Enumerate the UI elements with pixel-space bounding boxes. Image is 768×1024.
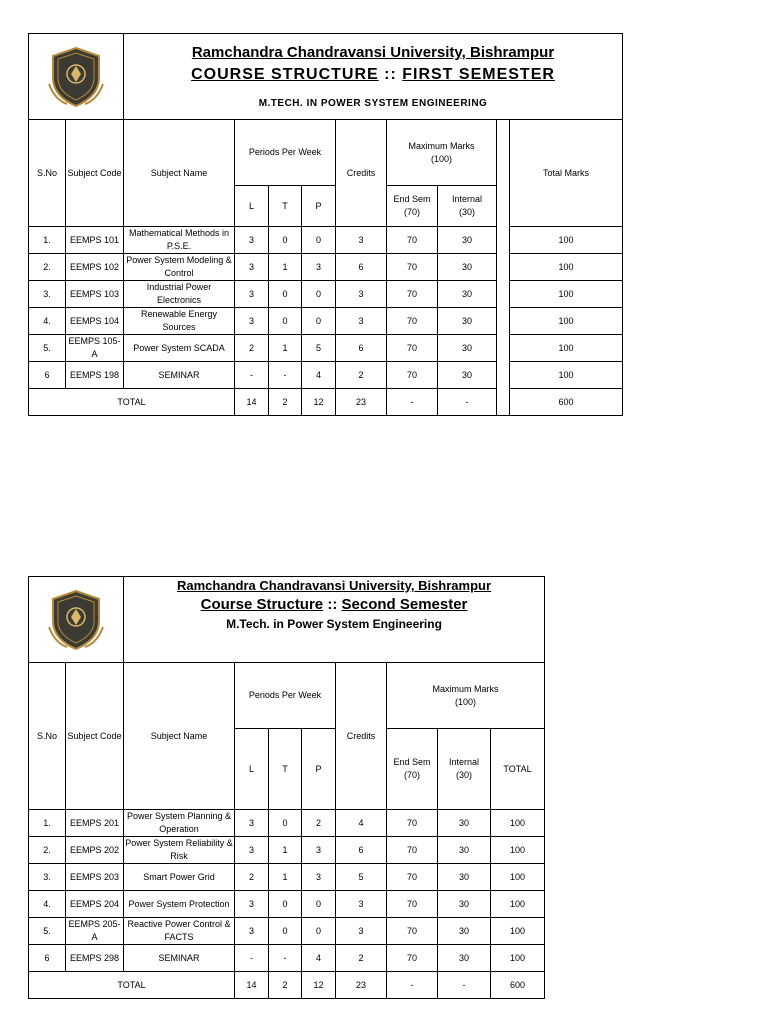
header-sno: S.No	[29, 663, 66, 810]
table-row	[29, 891, 545, 918]
cell-end-sem: 70	[387, 335, 438, 362]
cell-total: 100	[491, 864, 545, 891]
max-marks-label: Maximum Marks	[408, 140, 475, 151]
max-marks-value: (100)	[430, 153, 452, 164]
cell-name: Industrial Power Electronics	[124, 281, 235, 308]
header-credits: Credits	[336, 120, 387, 227]
cell-name: Power System Modeling & Control	[124, 254, 235, 281]
total-marks: 600	[510, 389, 623, 416]
cell-p: 3	[302, 254, 336, 281]
university-logo	[29, 577, 124, 663]
cell-end-sem: 70	[387, 918, 438, 945]
header-max-marks	[387, 663, 545, 729]
cell-credits: 6	[336, 254, 387, 281]
cell-name: Mathematical Methods in P.S.E.	[124, 227, 235, 254]
table-row	[29, 227, 623, 254]
cell-code: EEMPS 203	[66, 864, 124, 891]
cell-sno: 2.	[29, 254, 66, 281]
cell-end-sem: 70	[387, 362, 438, 389]
cell-sno: 5.	[29, 335, 66, 362]
title-right: FIRST SEMESTER	[402, 66, 555, 83]
program-name: M.Tech. in Power System Engineering	[226, 617, 442, 631]
cell-name: Power System SCADA	[124, 335, 235, 362]
table-row	[29, 945, 545, 972]
header-end-sem	[387, 729, 438, 810]
cell-internal: 30	[438, 810, 491, 837]
cell-end-sem: 70	[387, 810, 438, 837]
title-right: Second Semester	[341, 596, 468, 613]
table-row	[29, 362, 623, 389]
cell-sno: 4.	[29, 308, 66, 335]
university-logo	[29, 34, 124, 120]
cell-credits: 2	[336, 362, 387, 389]
cell-p: 2	[302, 810, 336, 837]
cell-end-sem: 70	[387, 281, 438, 308]
header-name: Subject Name	[124, 663, 235, 810]
cell-code: EEMPS 103	[66, 281, 124, 308]
cell-sno: 3.	[29, 864, 66, 891]
cell-t: 1	[269, 837, 302, 864]
total-internal: -	[438, 972, 491, 999]
course-structure-title	[124, 594, 544, 616]
university-crest-icon	[45, 587, 107, 653]
cell-t: 0	[269, 918, 302, 945]
university-crest-icon	[45, 44, 107, 110]
cell-name: Smart Power Grid	[124, 864, 235, 891]
cell-p: 0	[302, 918, 336, 945]
title-left: COURSE STRUCTURE	[191, 66, 379, 83]
cell-name: Power System Protection	[124, 891, 235, 918]
total-label: TOTAL	[29, 389, 235, 416]
header-total: Total Marks	[510, 120, 623, 227]
cell-internal: 30	[438, 945, 491, 972]
cell-credits: 6	[336, 335, 387, 362]
cell-t: 0	[269, 308, 302, 335]
cell-code: EEMPS 102	[66, 254, 124, 281]
total-p: 12	[302, 389, 336, 416]
total-l: 14	[235, 389, 269, 416]
cell-t: 0	[269, 891, 302, 918]
table-row	[29, 308, 623, 335]
cell-total: 100	[510, 281, 623, 308]
table-row	[29, 918, 545, 945]
cell-internal: 30	[438, 281, 497, 308]
max-marks-label: Maximum Marks	[432, 683, 499, 694]
header-periods: Periods Per Week	[235, 120, 336, 186]
table-row	[29, 335, 623, 362]
cell-internal: 30	[438, 227, 497, 254]
table-row	[29, 810, 545, 837]
header-internal	[438, 729, 491, 810]
cell-total: 100	[510, 254, 623, 281]
cell-internal: 30	[438, 891, 491, 918]
header-name: Subject Name	[124, 120, 235, 227]
total-t: 2	[269, 972, 302, 999]
cell-credits: 3	[336, 308, 387, 335]
header-block	[124, 34, 623, 120]
total-marks: 600	[491, 972, 545, 999]
header-l: L	[235, 729, 269, 810]
cell-credits: 3	[336, 227, 387, 254]
cell-end-sem: 70	[387, 308, 438, 335]
cell-name: Renewable Energy Sources	[124, 308, 235, 335]
cell-t: 1	[269, 335, 302, 362]
header-max-marks	[387, 120, 497, 186]
cell-total: 100	[491, 810, 545, 837]
total-end-sem: -	[387, 389, 438, 416]
cell-p: 0	[302, 308, 336, 335]
cell-l: 3	[235, 227, 269, 254]
cell-credits: 5	[336, 864, 387, 891]
end-sem-label: End Sem	[393, 194, 431, 204]
internal-label: Internal	[448, 757, 480, 767]
cell-p: 4	[302, 945, 336, 972]
cell-total: 100	[491, 918, 545, 945]
header-t: T	[269, 729, 302, 810]
cell-end-sem: 70	[387, 837, 438, 864]
total-p: 12	[302, 972, 336, 999]
cell-l: 3	[235, 281, 269, 308]
cell-credits: 3	[336, 281, 387, 308]
header-p: P	[302, 186, 336, 227]
cell-code: EEMPS 205-A	[66, 918, 124, 945]
cell-l: -	[235, 945, 269, 972]
end-sem-label: End Sem	[393, 757, 431, 767]
cell-sno: 6	[29, 362, 66, 389]
total-row	[29, 389, 623, 416]
internal-value: (30)	[458, 207, 475, 217]
cell-internal: 30	[438, 362, 497, 389]
cell-name: Power System Planning & Operation	[124, 810, 235, 837]
cell-l: 3	[235, 918, 269, 945]
spacer-column	[497, 120, 510, 416]
title-left: Course Structure	[200, 596, 324, 613]
cell-end-sem: 70	[387, 227, 438, 254]
cell-p: 0	[302, 281, 336, 308]
cell-l: 2	[235, 864, 269, 891]
cell-end-sem: 70	[387, 945, 438, 972]
cell-sno: 2.	[29, 837, 66, 864]
cell-internal: 30	[438, 254, 497, 281]
cell-t: -	[269, 945, 302, 972]
total-end-sem: -	[387, 972, 438, 999]
cell-sno: 6	[29, 945, 66, 972]
cell-total: 100	[510, 308, 623, 335]
header-p: P	[302, 729, 336, 810]
cell-l: 3	[235, 891, 269, 918]
cell-l: 2	[235, 335, 269, 362]
cell-code: EEMPS 201	[66, 810, 124, 837]
end-sem-value: (70)	[403, 207, 420, 217]
table-row	[29, 254, 623, 281]
cell-t: 1	[269, 864, 302, 891]
max-marks-value: (100)	[455, 696, 477, 707]
cell-l: 3	[235, 254, 269, 281]
header-sno: S.No	[29, 120, 66, 227]
cell-code: EEMPS 204	[66, 891, 124, 918]
cell-total: 100	[491, 891, 545, 918]
cell-p: 0	[302, 891, 336, 918]
cell-l: 3	[235, 308, 269, 335]
cell-credits: 3	[336, 891, 387, 918]
cell-p: 5	[302, 335, 336, 362]
header-total: TOTAL	[491, 729, 545, 810]
cell-p: 3	[302, 837, 336, 864]
header-internal	[438, 186, 497, 227]
internal-label: Internal	[451, 194, 483, 204]
cell-total: 100	[491, 945, 545, 972]
header-block	[124, 577, 545, 663]
cell-name: Reactive Power Control & FACTS	[124, 918, 235, 945]
header-periods: Periods Per Week	[235, 663, 336, 729]
cell-code: EEMPS 202	[66, 837, 124, 864]
cell-name: SEMINAR	[124, 945, 235, 972]
cell-sno: 1.	[29, 227, 66, 254]
cell-end-sem: 70	[387, 254, 438, 281]
cell-name: SEMINAR	[124, 362, 235, 389]
cell-internal: 30	[438, 837, 491, 864]
cell-t: 0	[269, 281, 302, 308]
cell-l: -	[235, 362, 269, 389]
cell-sno: 3.	[29, 281, 66, 308]
cell-sno: 5.	[29, 918, 66, 945]
program-name: M.TECH. IN POWER SYSTEM ENGINEERING	[258, 98, 488, 109]
table-row	[29, 864, 545, 891]
cell-total: 100	[510, 335, 623, 362]
table-row	[29, 281, 623, 308]
header-end-sem	[387, 186, 438, 227]
cell-p: 0	[302, 227, 336, 254]
cell-end-sem: 70	[387, 864, 438, 891]
cell-p: 4	[302, 362, 336, 389]
cell-end-sem: 70	[387, 891, 438, 918]
header-code: Subject Code	[66, 663, 124, 810]
cell-t: 0	[269, 810, 302, 837]
cell-credits: 3	[336, 918, 387, 945]
total-l: 14	[235, 972, 269, 999]
cell-p: 3	[302, 864, 336, 891]
course-structure-title	[124, 63, 622, 87]
second-semester-table	[28, 576, 545, 999]
cell-t: 1	[269, 254, 302, 281]
cell-code: EEMPS 104	[66, 308, 124, 335]
cell-total: 100	[491, 837, 545, 864]
cell-internal: 30	[438, 335, 497, 362]
cell-code: EEMPS 298	[66, 945, 124, 972]
cell-name: Power System Reliability & Risk	[124, 837, 235, 864]
header-t: T	[269, 186, 302, 227]
cell-credits: 4	[336, 810, 387, 837]
first-semester-table	[28, 33, 623, 416]
cell-t: -	[269, 362, 302, 389]
cell-internal: 30	[438, 918, 491, 945]
total-credits: 23	[336, 389, 387, 416]
cell-sno: 4.	[29, 891, 66, 918]
total-label: TOTAL	[29, 972, 235, 999]
cell-total: 100	[510, 227, 623, 254]
cell-t: 0	[269, 227, 302, 254]
cell-l: 3	[235, 810, 269, 837]
cell-total: 100	[510, 362, 623, 389]
cell-credits: 2	[336, 945, 387, 972]
cell-sno: 1.	[29, 810, 66, 837]
cell-code: EEMPS 101	[66, 227, 124, 254]
cell-internal: 30	[438, 864, 491, 891]
cell-credits: 6	[336, 837, 387, 864]
header-l: L	[235, 186, 269, 227]
header-credits: Credits	[336, 663, 387, 810]
title-separator: ::	[384, 66, 397, 83]
total-internal: -	[438, 389, 497, 416]
total-row	[29, 972, 545, 999]
table-row	[29, 837, 545, 864]
university-name: Ramchandra Chandravansi University, Bishrampur	[177, 578, 492, 593]
end-sem-value: (70)	[403, 770, 420, 780]
internal-value: (30)	[455, 770, 472, 780]
header-code: Subject Code	[66, 120, 124, 227]
title-separator: ::	[327, 596, 338, 613]
total-credits: 23	[336, 972, 387, 999]
cell-code: EEMPS 105-A	[66, 335, 124, 362]
total-t: 2	[269, 389, 302, 416]
cell-l: 3	[235, 837, 269, 864]
cell-code: EEMPS 198	[66, 362, 124, 389]
university-name: Ramchandra Chandravansi University, Bishrampur	[191, 44, 555, 61]
cell-internal: 30	[438, 308, 497, 335]
